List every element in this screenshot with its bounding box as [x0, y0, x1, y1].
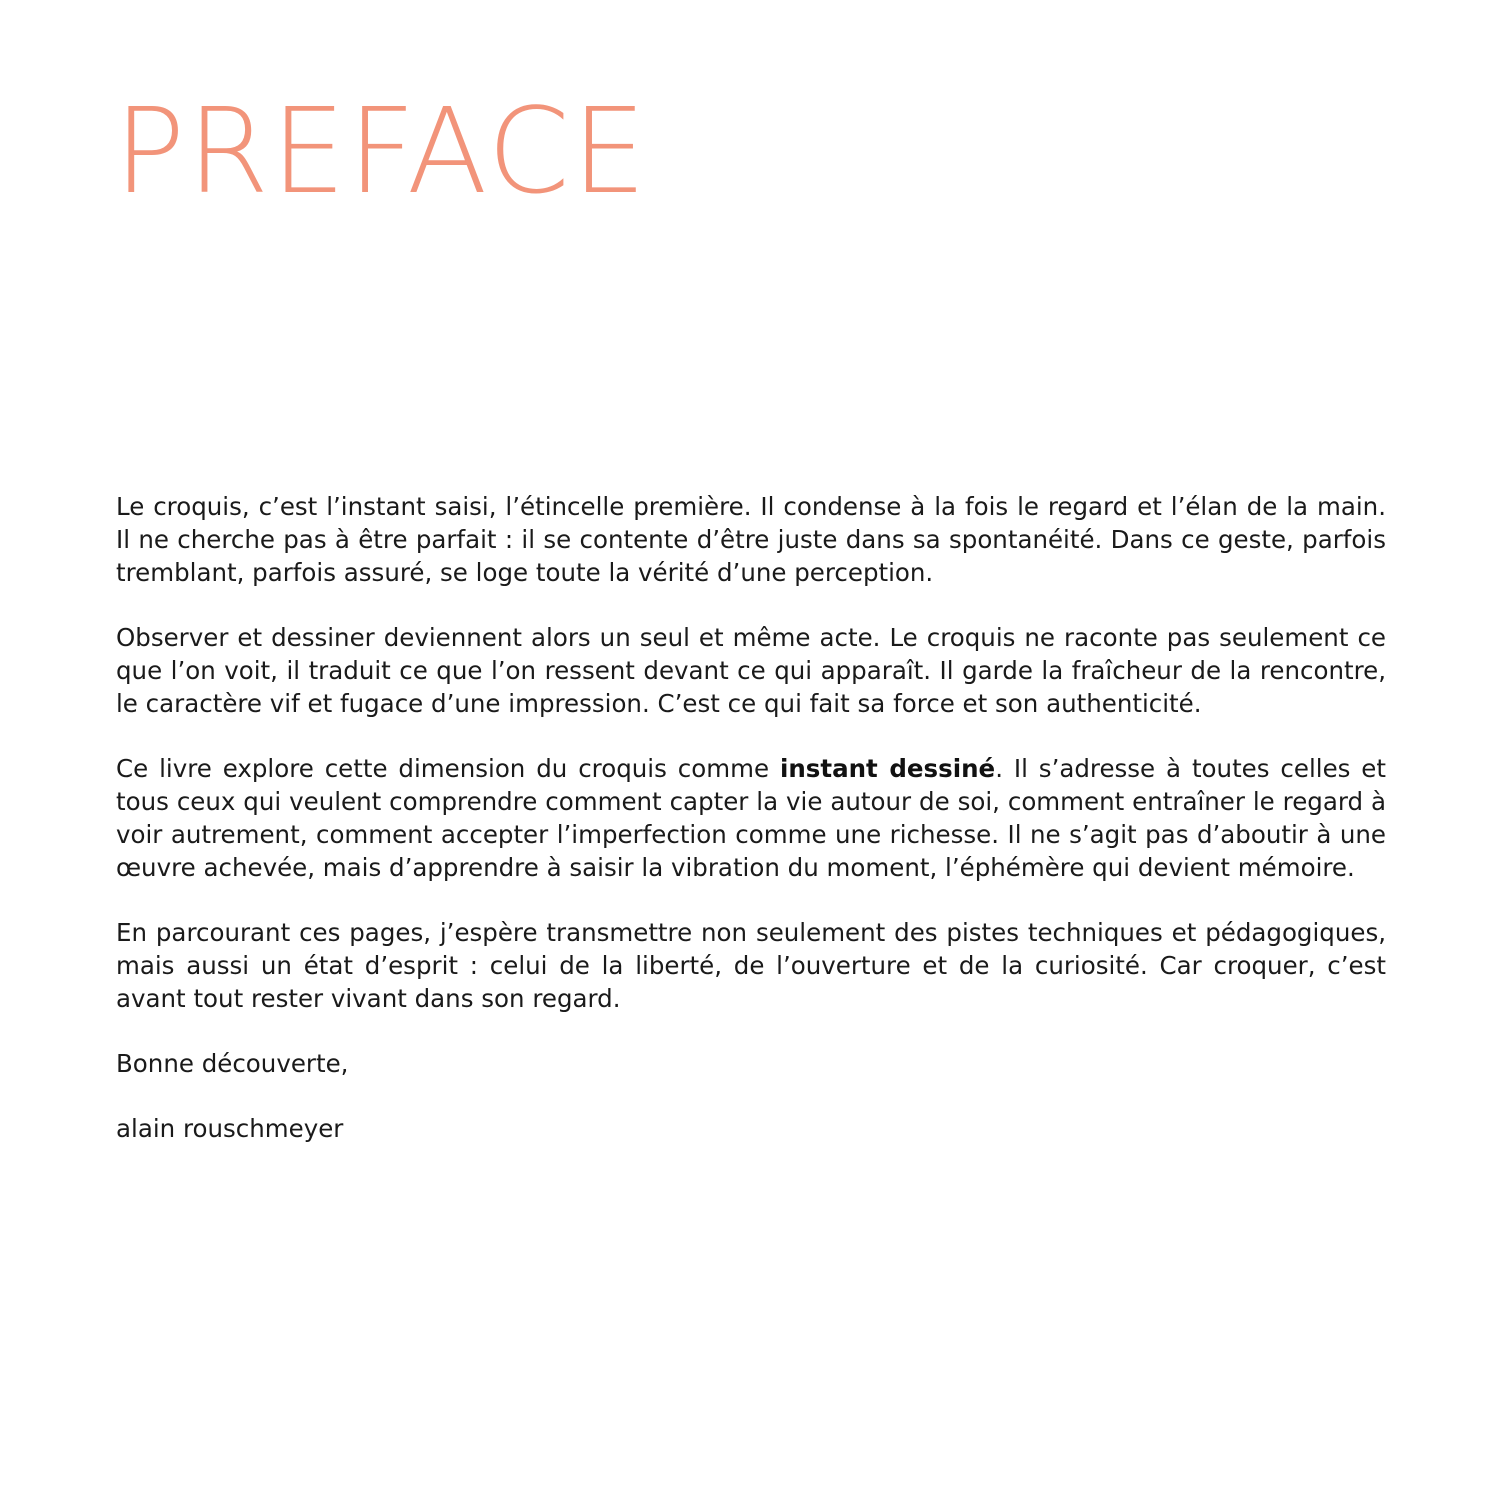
paragraph-3-start: Ce livre explore cette dimension du croquis comme: [116, 754, 780, 783]
preface-body: [116, 490, 1386, 1177]
paragraph-3: [116, 752, 1386, 884]
paragraph-1: Le croquis, c’est l’instant saisi, l’étincelle première. Il condense à la fois le regard et l’élan de la main. Il ne cherche pas à être parfait : il se contente d’être juste dans sa spontanéité. Dans ce geste, parfois tremblant, parfois assuré, se loge toute la vérité d’une perception.: [116, 492, 1386, 587]
paragraph-2: Observer et dessiner deviennent alors un seul et même acte. Le croquis ne raconte pas seulement ce que l’on voit, il traduit ce que l’on ressent devant ce qui apparaît. Il garde la fraîcheur de la rencontre, le caractère vif et fugace d’une impression. C’est ce qui fait sa force et son authenticité.: [116, 623, 1386, 718]
author-signature: alain rouschmeyer: [116, 1114, 344, 1143]
paragraph-3-end: . Il s’adresse à toutes celles et tous ceux qui veulent comprendre comment capter la vie autour de soi, comment entraîner le regard à voir autrement, comment accepter l’imperfection comme une richesse. Il ne s’agit pas d’aboutir à une œuvre achevée, mais d’apprendre à saisir la vibration du moment, l’éphémère qui devient mémoire.: [116, 754, 1386, 882]
paragraph-4: En parcourant ces pages, j’espère transmettre non seulement des pistes techniques et pédagogiques, mais aussi un état d’esprit : celui de la liberté, de l’ouverture et de la curiosité. Car croquer, c’est avant tout rester vivant dans son regard.: [116, 918, 1386, 1013]
emphasis-instant-dessine: instant dessiné: [779, 754, 996, 783]
page-title: PREFACE: [114, 82, 649, 220]
closing-line: Bonne découverte,: [116, 1049, 349, 1078]
